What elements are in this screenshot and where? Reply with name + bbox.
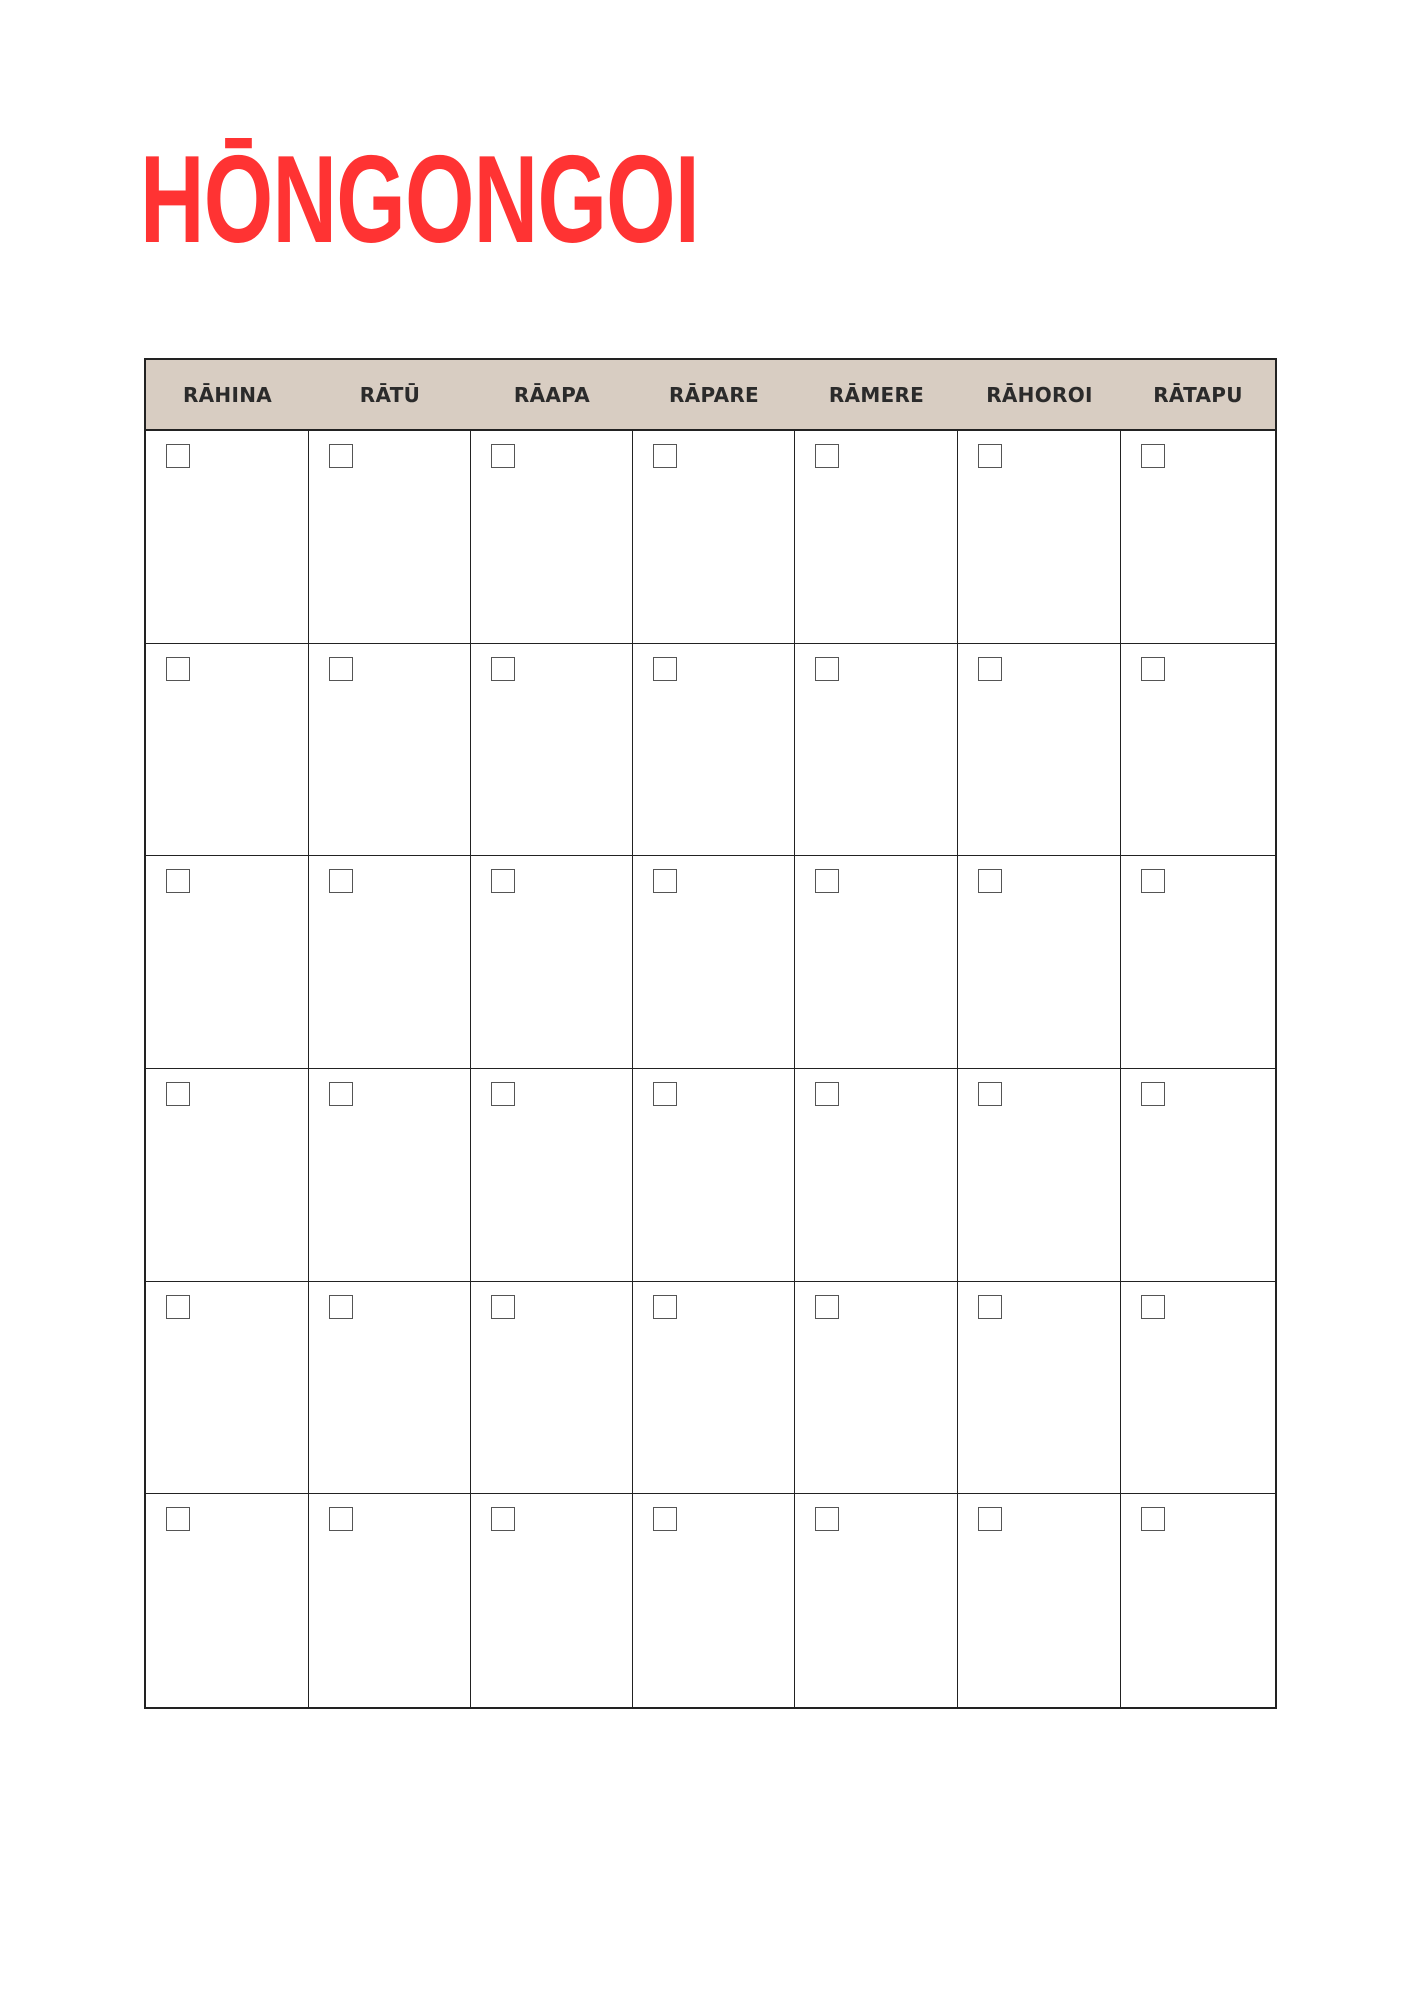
- day-checkbox[interactable]: [1141, 1295, 1165, 1319]
- day-checkbox[interactable]: [815, 1295, 839, 1319]
- weekday-label: RĀPARE: [668, 382, 760, 407]
- day-cell: [471, 856, 633, 1069]
- day-cell: [471, 1282, 633, 1495]
- day-checkbox[interactable]: [815, 444, 839, 468]
- day-cell: [471, 1069, 633, 1282]
- weekday-header: [146, 360, 1275, 431]
- day-checkbox[interactable]: [978, 1507, 1002, 1531]
- day-cell: [1121, 1282, 1275, 1495]
- day-cells: [146, 431, 1275, 1707]
- day-cell: [795, 644, 958, 857]
- day-cell: [633, 644, 795, 857]
- day-checkbox[interactable]: [491, 657, 515, 681]
- day-cell: [633, 1282, 795, 1495]
- day-cell: [1121, 644, 1275, 857]
- day-checkbox[interactable]: [653, 657, 677, 681]
- page-title: HŌNGONGOI: [140, 131, 699, 269]
- day-cell: [146, 644, 309, 857]
- day-cell: [309, 431, 471, 644]
- day-checkbox[interactable]: [815, 657, 839, 681]
- day-checkbox[interactable]: [653, 1082, 677, 1106]
- day-cell: [633, 431, 795, 644]
- day-cell: [795, 1282, 958, 1495]
- weekday-label: RĀMERE: [828, 382, 925, 407]
- day-cell: [1121, 856, 1275, 1069]
- day-cell: [795, 1494, 958, 1707]
- day-checkbox[interactable]: [1141, 1082, 1165, 1106]
- day-checkbox[interactable]: [1141, 869, 1165, 893]
- weekday-label: RĀTAPU: [1153, 382, 1243, 407]
- day-cell: [1121, 1494, 1275, 1707]
- day-cell: [958, 1282, 1121, 1495]
- day-checkbox[interactable]: [329, 869, 353, 893]
- day-checkbox[interactable]: [166, 1295, 190, 1319]
- weekday-label: RĀHINA: [182, 382, 273, 407]
- day-checkbox[interactable]: [329, 444, 353, 468]
- day-checkbox[interactable]: [491, 444, 515, 468]
- day-checkbox[interactable]: [491, 1295, 515, 1319]
- day-checkbox[interactable]: [1141, 444, 1165, 468]
- day-checkbox[interactable]: [978, 657, 1002, 681]
- day-checkbox[interactable]: [491, 1082, 515, 1106]
- day-cell: [471, 644, 633, 857]
- day-checkbox[interactable]: [329, 1295, 353, 1319]
- day-checkbox[interactable]: [653, 444, 677, 468]
- day-checkbox[interactable]: [491, 869, 515, 893]
- day-cell: [1121, 1069, 1275, 1282]
- day-cell: [146, 856, 309, 1069]
- day-checkbox[interactable]: [815, 1507, 839, 1531]
- day-cell: [958, 856, 1121, 1069]
- weekday-label: RĀTŪ: [359, 382, 421, 407]
- weekday-label: RĀHOROI: [986, 382, 1093, 407]
- day-checkbox[interactable]: [815, 869, 839, 893]
- day-checkbox[interactable]: [329, 657, 353, 681]
- day-cell: [795, 431, 958, 644]
- calendar-grid: [144, 358, 1277, 1709]
- day-checkbox[interactable]: [166, 1507, 190, 1531]
- day-checkbox[interactable]: [978, 1295, 1002, 1319]
- day-cell: [958, 1494, 1121, 1707]
- day-checkbox[interactable]: [166, 869, 190, 893]
- day-checkbox[interactable]: [166, 1082, 190, 1106]
- day-cell: [958, 1069, 1121, 1282]
- day-checkbox[interactable]: [978, 869, 1002, 893]
- day-checkbox[interactable]: [329, 1082, 353, 1106]
- day-checkbox[interactable]: [978, 444, 1002, 468]
- day-checkbox[interactable]: [166, 444, 190, 468]
- day-cell: [309, 1494, 471, 1707]
- day-cell: [633, 856, 795, 1069]
- day-checkbox[interactable]: [1141, 1507, 1165, 1531]
- day-cell: [958, 644, 1121, 857]
- day-cell: [795, 1069, 958, 1282]
- day-cell: [471, 1494, 633, 1707]
- day-cell: [309, 644, 471, 857]
- day-checkbox[interactable]: [653, 869, 677, 893]
- day-cell: [309, 1069, 471, 1282]
- day-checkbox[interactable]: [329, 1507, 353, 1531]
- day-cell: [958, 431, 1121, 644]
- day-cell: [633, 1069, 795, 1282]
- day-cell: [309, 1282, 471, 1495]
- day-checkbox[interactable]: [166, 657, 190, 681]
- day-checkbox[interactable]: [978, 1082, 1002, 1106]
- day-cell: [795, 856, 958, 1069]
- day-checkbox[interactable]: [653, 1295, 677, 1319]
- day-checkbox[interactable]: [653, 1507, 677, 1531]
- day-cell: [309, 856, 471, 1069]
- day-checkbox[interactable]: [491, 1507, 515, 1531]
- day-cell: [146, 1494, 309, 1707]
- day-checkbox[interactable]: [1141, 657, 1165, 681]
- day-cell: [146, 1282, 309, 1495]
- day-cell: [633, 1494, 795, 1707]
- day-cell: [471, 431, 633, 644]
- day-cell: [1121, 431, 1275, 644]
- day-checkbox[interactable]: [815, 1082, 839, 1106]
- day-cell: [146, 431, 309, 644]
- weekday-label: RĀAPA: [513, 382, 591, 407]
- day-cell: [146, 1069, 309, 1282]
